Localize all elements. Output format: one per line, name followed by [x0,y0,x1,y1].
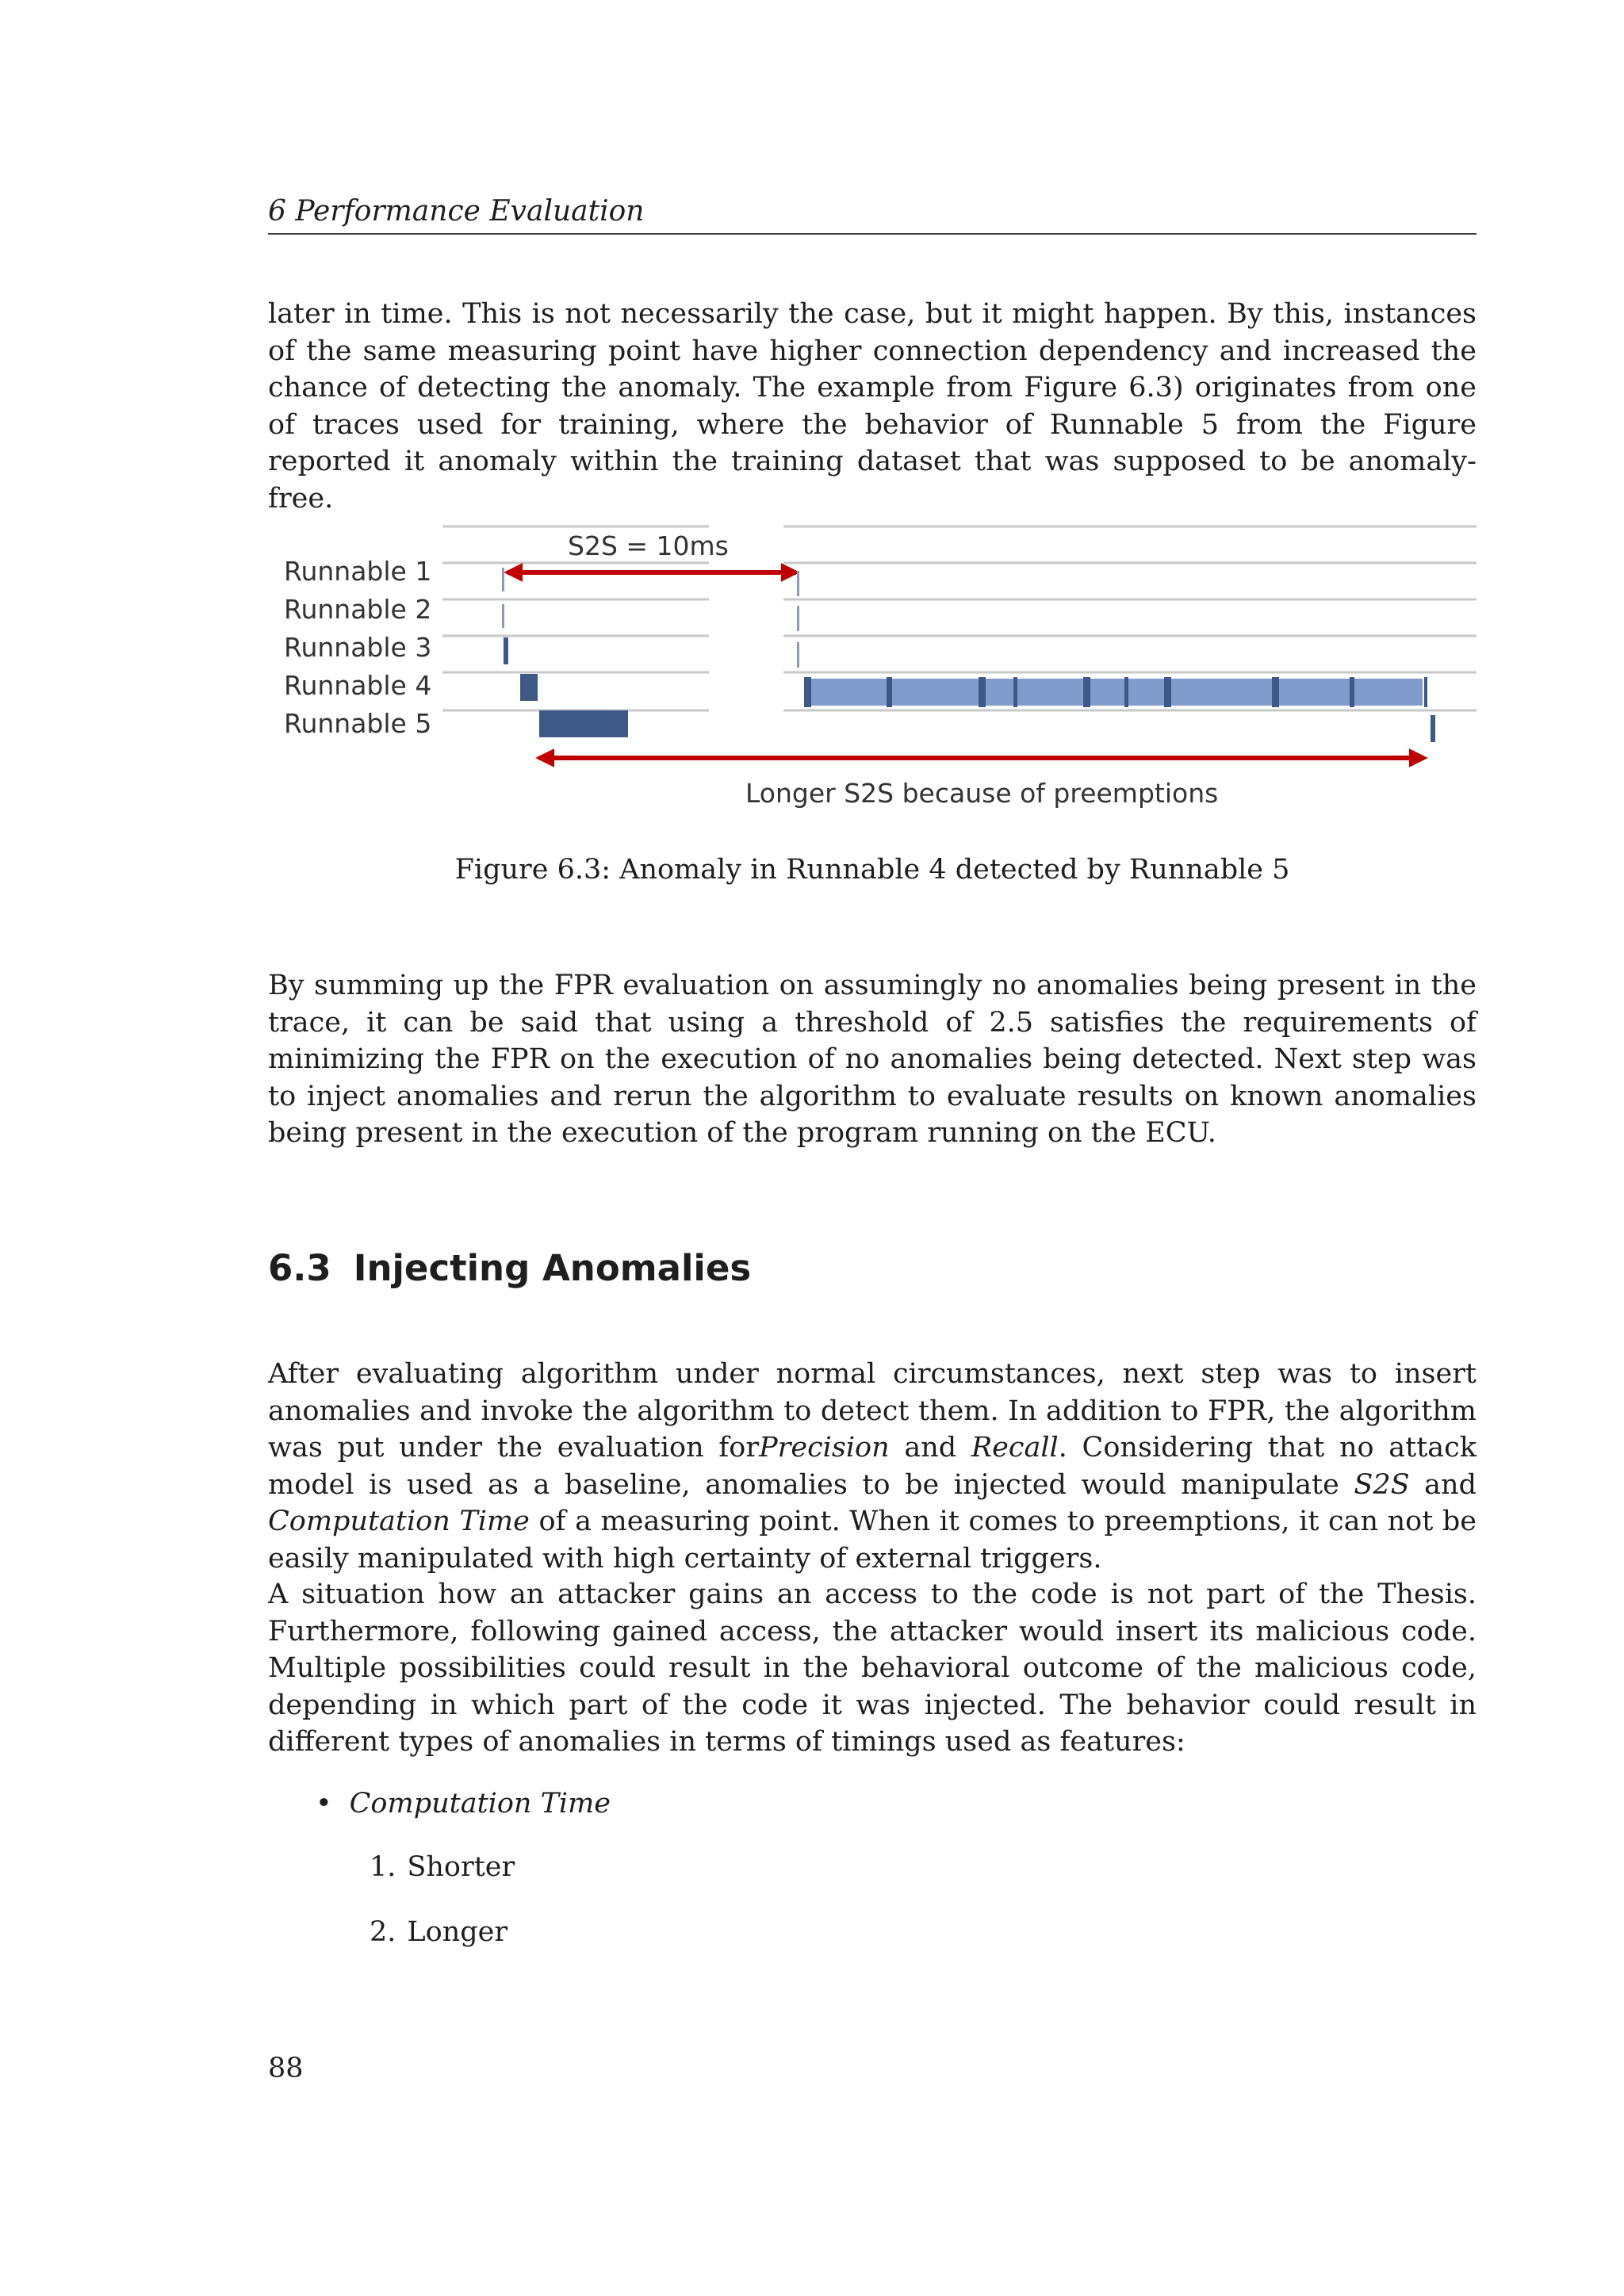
section-title: Injecting Anomalies [353,1247,752,1289]
figure-caption: Figure 6.3: Anomaly in Runnable 4 detected by Runnable 5 [454,854,1290,886]
enum-item-1 [370,1849,515,1885]
right-bars [797,571,1435,742]
enum-text: Longer [407,1916,508,1948]
para3-computation-time: Computation Time [268,1506,530,1537]
enum-text: Shorter [407,1851,515,1883]
enum-number: 2. [370,1916,396,1948]
para3-s2s: S2S [1354,1468,1410,1501]
paragraph-3 [268,1356,1477,1577]
runnable-label-4: Runnable 4 [284,670,432,701]
bullet-item [316,1785,611,1822]
bullet-marker: • [316,1788,332,1820]
runnable-label-3: Runnable 3 [284,632,432,663]
runnable-label-1: Runnable 1 [284,556,432,587]
page-number: 88 [268,2053,304,2084]
para3-text-3: . Considering that no attack model is used as a baseline, anomalies to be injected would manipulate [268,1432,1477,1501]
para3-text-2: and [889,1432,971,1464]
running-head: 6 Performance Evaluation [268,192,1477,235]
section-heading [268,1245,751,1292]
para3-text-5: of a measuring point. When it comes to preemptions, it can not be easily manipulated with high certainty of external triggers. [268,1506,1477,1575]
enum-item-2 [370,1914,508,1950]
runnable-label-2: Runnable 2 [284,594,432,625]
paragraph-2: By summing up the FPR evaluation on assumingly no anomalies being present in the trace, it can be said that using a threshold of 2.5 satisfies the requirements of minimizing the FPR on the execution of no anomalies being detected. Next step was to inject anomalies and rerun the algorithm to evaluate results on known anomalies being present in the execution of the program running on the ECU. [268,970,1477,1149]
para3-recall: Recall [971,1432,1059,1464]
enum-number: 1. [370,1851,396,1883]
s2s-label: S2S = 10ms [568,530,729,561]
section-number: 6.3 [268,1247,331,1289]
bullet-text: Computation Time [349,1788,611,1820]
paragraph-4: A situation how an attacker gains an access to the code is not part of the Thesis. Furthermore, following gained access, the attacker would insert its malicious code. Multiple possibilities could result in the behavioral outcome of the malicious code, depending in which part of the code it was injected. The behavior could result in different types of anomalies in terms of timings used as features: [268,1578,1477,1758]
left-bars [502,568,628,737]
paragraph-1: later in time. This is not necessarily the case, but it might happen. By this, instances of the same measuring point have higher connection dependency and increased the chance of detecting the anomaly. The example from Figure 6.3) originates from one of traces used for training, where the behavior of Runnable 5 from the Figure reported it anomaly within the training dataset that was supposed to be anomaly-free. [268,298,1477,515]
para3-precision: Precision [759,1432,890,1464]
figure-runnable-timeline [268,507,1477,825]
longer-s2s-label: Longer S2S because of preemptions [745,778,1219,809]
runnable-label-5: Runnable 5 [284,708,432,739]
para3-text-4: and [1409,1468,1477,1501]
para3-text-1: After evaluating algorithm under normal circumstances, next step was to insert anomalies and invoke the algorithm to detect them. In addition to FPR, the algorithm was put under the evaluation for [268,1358,1477,1464]
